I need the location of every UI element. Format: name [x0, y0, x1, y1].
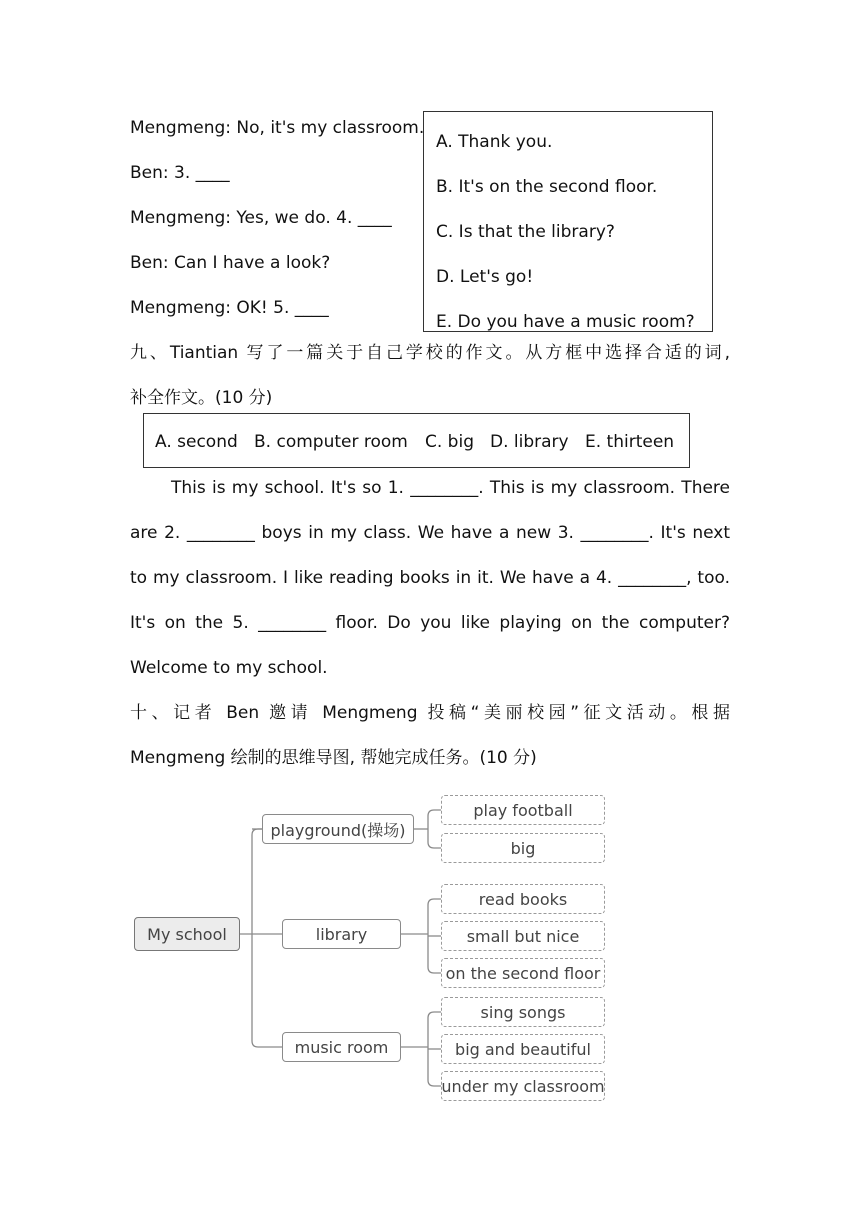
essay-line: This is my school. It's so 1. ________. This is my classroom. There: [171, 478, 730, 498]
dialogue-line: Mengmeng: Yes, we do. 4. ____: [130, 208, 392, 228]
mindmap-root: My school: [134, 917, 240, 951]
section10-heading-cont: Mengmeng 绘制的思维导图, 帮她完成任务。(10 分): [130, 748, 537, 768]
section9-heading-cont: 补全作文。(10 分): [130, 388, 273, 408]
mindmap-branch-playground: playground(操场): [262, 814, 414, 844]
option-d: D. Let's go!: [436, 267, 534, 287]
section9-heading: 九、Tiantian 写了一篇关于自己学校的作文。从方框中选择合适的词,: [130, 343, 730, 363]
dialogue-line: Ben: Can I have a look?: [130, 253, 331, 273]
mindmap-leaf: read books: [441, 884, 605, 914]
word-option: C. big: [425, 432, 474, 452]
word-option: B. computer room: [254, 432, 408, 452]
section10-heading: 十、记者 Ben 邀请 Mengmeng 投稿“美丽校园”征文活动。根据: [130, 703, 730, 723]
word-option: D. library: [490, 432, 569, 452]
essay-line: Welcome to my school.: [130, 658, 328, 678]
dialogue-line: Mengmeng: OK! 5. ____: [130, 298, 329, 318]
mindmap-leaf: under my classroom: [441, 1071, 605, 1101]
word-option: E. thirteen: [585, 432, 675, 452]
mindmap-leaf: big: [441, 833, 605, 863]
mindmap-leaf: play football: [441, 795, 605, 825]
option-a: A. Thank you.: [436, 132, 553, 152]
mindmap-branch-music-room: music room: [282, 1032, 401, 1062]
mindmap-branch-library: library: [282, 919, 401, 949]
option-b: B. It's on the second floor.: [436, 177, 658, 197]
essay-line: to my classroom. I like reading books in it. We have a 4. ________, too.: [130, 568, 730, 588]
option-e: E. Do you have a music room?: [436, 312, 695, 332]
word-option: A. second: [155, 432, 238, 452]
option-c: C. Is that the library?: [436, 222, 615, 242]
dialogue-line: Ben: 3. ____: [130, 163, 230, 183]
essay-line: It's on the 5. ________ floor. Do you like playing on the computer?: [130, 613, 730, 633]
dialogue-line: Mengmeng: No, it's my classroom.: [130, 118, 425, 138]
essay-line: are 2. ________ boys in my class. We have a new 3. ________. It's next: [130, 523, 730, 543]
mindmap-leaf: big and beautiful: [441, 1034, 605, 1064]
mindmap-leaf: sing songs: [441, 997, 605, 1027]
mindmap-leaf: on the second floor: [441, 958, 605, 988]
mindmap-leaf: small but nice: [441, 921, 605, 951]
